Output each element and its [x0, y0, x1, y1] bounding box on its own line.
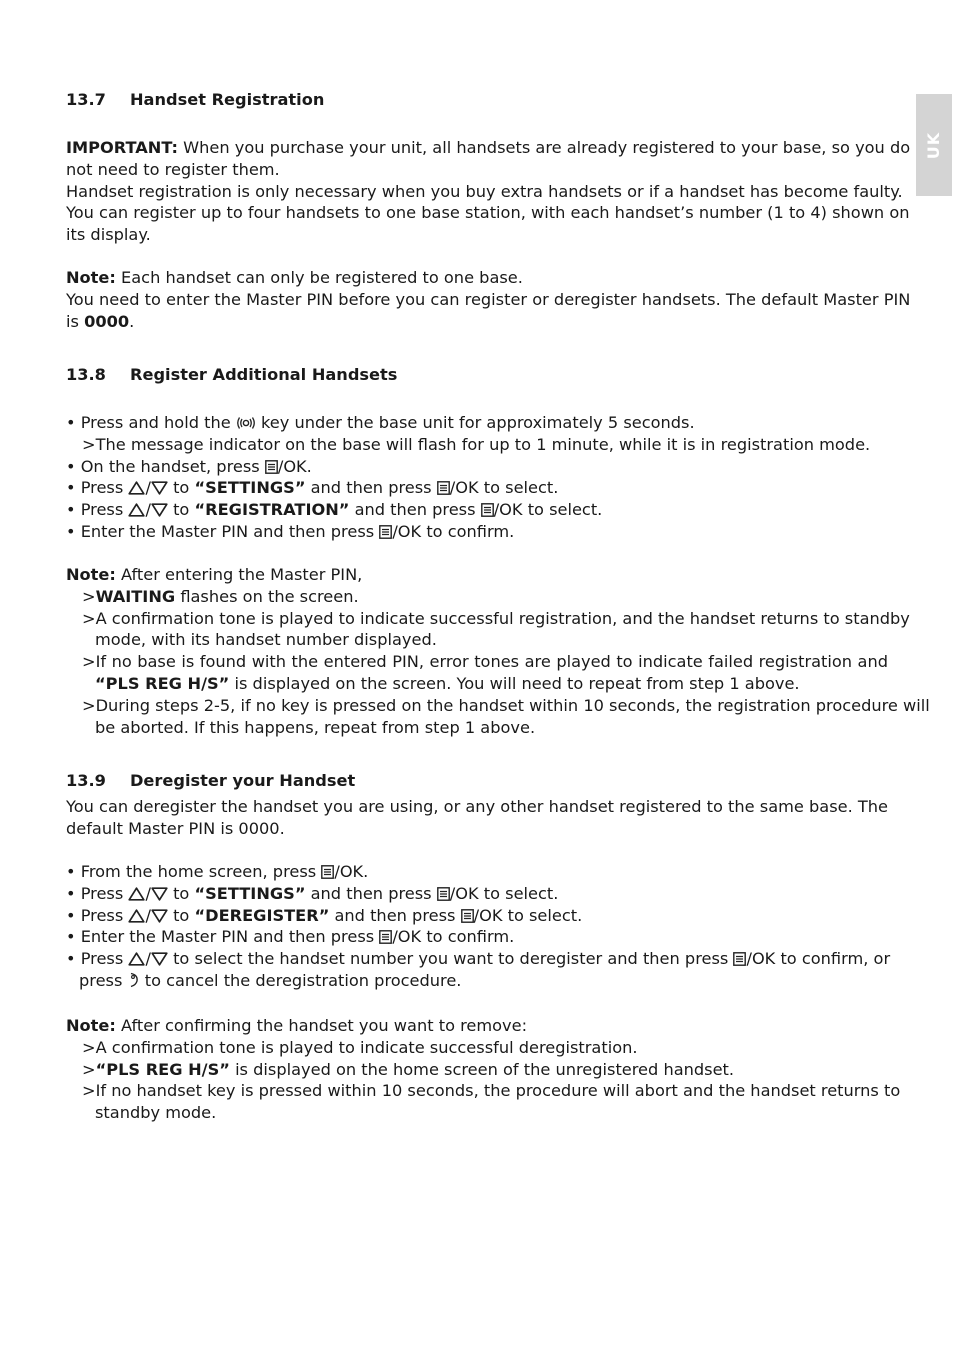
note-item: >“PLS REG H/S” is displayed on the home screen of the unregistered handset. — [82, 1059, 735, 1079]
section-heading: 13.7 Handset Registration — [66, 90, 325, 109]
section-13-8 — [66, 364, 888, 386]
section-13-7 — [66, 89, 888, 111]
section-13-7-note — [66, 267, 911, 332]
paragraph-line: not need to register them. — [66, 159, 280, 179]
section-13-9 — [66, 770, 888, 792]
list-item: • Press / to “SETTINGS” and then press /OK to select. — [66, 883, 888, 905]
note-item-cont: “PLS REG H/S” is displayed on the screen. You will need to repeat from step 1 above. — [95, 673, 800, 693]
menu-key-icon — [379, 523, 392, 545]
menu-key-icon — [481, 501, 494, 523]
up-arrow-icon — [128, 885, 145, 907]
end-call-icon — [128, 972, 140, 994]
down-arrow-icon — [151, 885, 168, 907]
paragraph-line: You can register up to four handsets to one base station, with each handset’s number (1 to 4) shown on — [66, 203, 910, 223]
note-item: >If no base is found with the entered PIN, error tones are played to indicate failed registration and — [82, 652, 888, 672]
down-arrow-icon — [151, 501, 168, 523]
menu-key-icon — [437, 885, 450, 907]
list-item: • Press / to “REGISTRATION” and then press /OK to select. — [66, 499, 888, 521]
note-line: Note: After confirming the handset you want to remove: — [66, 1016, 528, 1035]
down-arrow-icon — [151, 907, 168, 929]
paragraph-line: IMPORTANT: When you purchase your unit, all handsets are already registered to your base, so you do — [66, 138, 911, 157]
list-item: • Press and hold the key under the base unit for approximately 5 seconds. — [66, 412, 888, 434]
list-item: • Press / to select the handset number you want to deregister and then press /OK to confirm, or — [66, 948, 888, 970]
paragraph-line: Handset registration is only necessary when you buy extra handsets or if a handset has become faulty. — [66, 181, 903, 201]
note-item: >A confirmation tone is played to indicate successful registration, and the handset returns to standby — [82, 608, 910, 628]
list-item: • Press / to “DEREGISTER” and then press /OK to select. — [66, 905, 888, 927]
note-item-cont: standby mode. — [95, 1103, 217, 1123]
up-arrow-icon — [128, 907, 145, 929]
list-item: • From the home screen, press /OK. — [66, 861, 888, 883]
note-line: Note: After entering the Master PIN, — [66, 565, 363, 584]
menu-key-icon — [321, 863, 334, 885]
language-tab-label: UK — [924, 131, 944, 159]
section-13-8-steps — [66, 412, 888, 543]
up-arrow-icon — [128, 479, 145, 501]
list-item: • Enter the Master PIN and then press /OK to confirm. — [66, 926, 888, 948]
down-arrow-icon — [151, 479, 168, 501]
menu-key-icon — [733, 950, 746, 972]
note-item: >During steps 2-5, if no key is pressed on the handset within 10 seconds, the registration procedure will — [82, 695, 930, 715]
menu-key-icon — [437, 479, 450, 501]
paragraph-line: You need to enter the Master PIN before you can register or deregister handsets. The default Master PIN — [66, 289, 911, 309]
section-heading: 13.9 Deregister your Handset — [66, 771, 356, 790]
section-13-9-steps — [66, 861, 891, 992]
list-item: • Enter the Master PIN and then press /OK to confirm. — [66, 521, 888, 543]
paragraph-line: its display. — [66, 225, 151, 245]
note-line: Note: Each handset can only be registered to one base. — [66, 268, 523, 287]
note-item-cont: be aborted. If this happens, repeat from step 1 above. — [95, 717, 536, 737]
up-arrow-icon — [128, 950, 145, 972]
list-item-cont: press to cancel the deregistration procedure. — [66, 970, 888, 992]
paragraph-line: You can deregister the handset you are using, or any other handset registered to the same base. The — [66, 797, 888, 816]
menu-key-icon — [265, 458, 278, 480]
paragraph-line: is 0000. — [66, 311, 135, 331]
language-tab — [916, 94, 952, 196]
up-arrow-icon — [128, 501, 145, 523]
menu-key-icon — [379, 928, 392, 950]
section-13-9-body — [66, 796, 888, 840]
menu-key-icon — [461, 907, 474, 929]
down-arrow-icon — [151, 950, 168, 972]
section-13-7-body — [66, 137, 911, 246]
section-13-9-note — [66, 1015, 901, 1124]
page-key-icon — [236, 414, 256, 436]
list-item: • On the handset, press /OK. — [66, 456, 888, 478]
note-item: >If no handset key is pressed within 10 seconds, the procedure will abort and the handset returns to — [82, 1081, 901, 1101]
list-item: • Press / to “SETTINGS” and then press /OK to select. — [66, 477, 888, 499]
note-item: >A confirmation tone is played to indicate successful deregistration. — [82, 1037, 638, 1057]
paragraph-line: default Master PIN is 0000. — [66, 818, 285, 838]
note-item-cont: mode, with its handset number displayed. — [95, 630, 437, 650]
list-subitem: >The message indicator on the base will flash for up to 1 minute, while it is in registration mode. — [82, 434, 871, 454]
section-13-8-note — [66, 564, 930, 738]
section-heading: 13.8 Register Additional Handsets — [66, 365, 398, 384]
note-item: >WAITING flashes on the screen. — [82, 586, 359, 606]
